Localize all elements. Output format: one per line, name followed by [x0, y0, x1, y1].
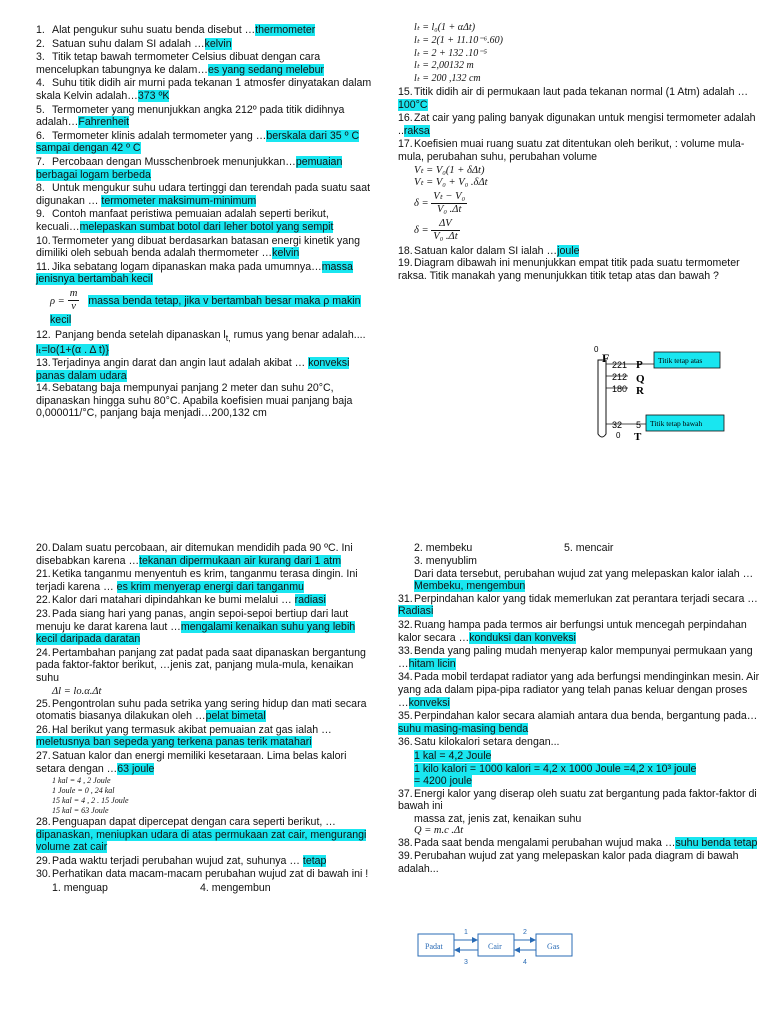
- question-38: 38.Pada saat benda mengalami perubahan wujud maka …suhu benda tetap: [398, 837, 758, 850]
- arrow-label-3: 3: [464, 959, 468, 966]
- question-12: 12. Panjang benda setelah dipanaskan $l_{t,}$ rumus yang benar adalah.... lₜ=lo(1+(α . Δ t)}: [36, 328, 366, 357]
- question-number: 34.: [398, 671, 413, 684]
- question-item: [398, 645, 760, 670]
- question-text: Dalam suatu percobaan, air ditemukan mendidih pada 90 ºC. Ini disebabkan karena …: [36, 542, 353, 567]
- question-item: [398, 86, 760, 111]
- question-item: [36, 156, 372, 181]
- question-item: [398, 710, 760, 735]
- answer-highlight: melepaskan sumbat botol dari leher botol yang sempit: [79, 220, 334, 233]
- question-number: 17.: [398, 138, 413, 151]
- question-number: 28.: [36, 816, 51, 829]
- q17-working: Vₜ = V₀(1 + δΔt) Vₜ = V₀ + V₀ .δΔt δ = $\frac{\text{Vₜ − V₀}}{\text{V₀ .Δt}}$ δ = $\frac{\Delta V}{\text{V₀ .Δt}}$: [414, 164, 488, 242]
- top-right-column: [398, 22, 760, 282]
- question-item: [36, 816, 372, 854]
- answer-highlight: termometer maksimum-minimum: [101, 194, 257, 207]
- question-number: 32.: [398, 618, 413, 631]
- question-item: [36, 698, 372, 723]
- question-number: 29.: [36, 854, 51, 867]
- answer-highlight: Fahrenheit: [78, 116, 130, 129]
- q11-fraction: $\frac{m}{v}$: [69, 287, 78, 313]
- question-number: 23.: [36, 607, 51, 620]
- bottom-left-column: [36, 542, 372, 895]
- q27-working: 1 kal = 4 , 2 Joule 1 Joule = 0 , 24 kal 15 kal = 4 , 2 . 15 Joule 15 kal = 63 Joule: [52, 776, 129, 816]
- question-item: [36, 542, 372, 567]
- question-text: Jika sebatang logam dipanaskan maka pada umumnya…: [52, 260, 322, 273]
- question-number: 9.: [36, 208, 45, 221]
- question-number: 36.: [398, 736, 413, 749]
- question-item: [36, 235, 372, 260]
- answer-highlight: dipanaskan, meniupkan udara di atas permukaan zat cair, mengurangi volume zat cair: [36, 828, 367, 854]
- answer-highlight: 63 joule: [117, 762, 155, 775]
- question-number: 22.: [36, 594, 51, 607]
- question-item: [398, 671, 760, 709]
- arrow-label-1: 1: [464, 929, 468, 936]
- question-item: [36, 594, 372, 607]
- question-text: Pertambahan panjang zat padat pada saat dipanaskan bergantung pada faktor-faktor berikut, …jenis zat, panjang mula-mula, kenaikan suhu: [36, 646, 366, 684]
- q30-answer: Membeku, mengembun: [414, 580, 526, 593]
- question-number: 33.: [398, 645, 413, 658]
- q30-option-2: 2. membeku: [414, 542, 473, 554]
- question-text: Suhu titik didih air murni pada tekanan 1 atmosfer dinyatakan dalam skala Kelvin adalah…: [36, 77, 372, 102]
- question-number: 7.: [36, 155, 45, 168]
- question-number: 20.: [36, 542, 51, 554]
- question-text: Satu kilokalori setara dengan...: [414, 736, 560, 749]
- answer-highlight: meletusnya ban sepeda yang terkena panas terik matahari: [36, 736, 312, 749]
- question-number: 6.: [36, 129, 45, 142]
- tick-label-5: 5: [636, 420, 642, 430]
- question-text: Koefisien muai ruang suatu zat ditentukan oleh berikut, : volume mula-mula, perubahan suhu, perubahan volume: [398, 138, 745, 163]
- question-number: 2.: [36, 37, 45, 50]
- bottom-right-column: [398, 542, 760, 875]
- upper-fixed-point-label: Titik tetap atas: [658, 356, 703, 365]
- tick-label-212: 212: [612, 372, 628, 382]
- answer-highlight: Radiasi: [398, 605, 434, 618]
- question-item: [398, 112, 760, 137]
- question-number: 21.: [36, 568, 51, 581]
- question-text: Termometer klinis adalah termometer yang …: [52, 129, 267, 142]
- question-text: Pengontrolan suhu pada setrika yang sering hidup dan mati secara otomatis biasanya dilakukan oleh …: [36, 697, 367, 723]
- answer-highlight: berskala dari 35 º C sampai dengan 42 º C: [36, 129, 360, 155]
- answer-highlight: suhu masing-masing benda: [398, 722, 529, 735]
- question-text: Kalor dari matahari dipindahkan ke bumi melalui …: [52, 594, 295, 607]
- question-text: Termometer yang menunjukkan angka 212º pada titik didihnya adalah…: [36, 103, 345, 129]
- question-item: [36, 77, 372, 102]
- question-item: [36, 261, 372, 286]
- question-text: Hal berikut yang termasuk akibat pemuaian zat gas ialah …: [52, 723, 332, 736]
- q30-conclusion: Dari data tersebut, perubahan wujud zat yang melepaskan kalor ialah …Membeku, mengembun: [414, 567, 754, 593]
- question-number: 26.: [36, 723, 51, 736]
- question-19: 19.Diagram dibawah ini menunjukkan empat titik pada suatu termometer raksa. Titik manakah yang menunjukkan titik tetap atas dan bawah ?: [398, 257, 740, 282]
- question-number: 25.: [36, 697, 51, 710]
- question-text: Alat pengukur suhu suatu benda disebut …: [52, 24, 256, 36]
- q30-options-row: [52, 882, 372, 895]
- question-number: 16.: [398, 112, 413, 125]
- q18-answer: joule: [557, 244, 580, 257]
- q24-formula: Δl = lo.α.Δt: [52, 685, 102, 697]
- question-list-31-36: [398, 593, 760, 749]
- scale-f-label: F: [602, 351, 610, 365]
- solid-label: Padat: [425, 942, 443, 951]
- question-item: [36, 51, 372, 76]
- question-number: 15.: [398, 85, 413, 98]
- point-r-label: R: [636, 385, 644, 397]
- q12-answer: lₜ=lo(1+(α . Δ t)}: [36, 344, 109, 357]
- question-13: 13.Terjadinya angin darat dan angin laut adalah akibat … konveksi panas dalam udara: [36, 356, 350, 382]
- question-text: Percobaan dengan Musschenbroek menunjukkan…: [52, 155, 296, 168]
- question-number: 27.: [36, 749, 51, 762]
- answer-highlight: pemuaian berbagai logam berbeda: [36, 155, 343, 181]
- gas-label: Gas: [547, 942, 560, 951]
- question-text: Titik didih air di permukaan laut pada tekanan normal (1 Atm) adalah …: [414, 85, 749, 98]
- question-number: 4.: [36, 77, 45, 90]
- question-item: [398, 138, 760, 163]
- question-item: [36, 750, 372, 775]
- question-text: Ruang hampa pada termos air berfungsi untuk mencegah perpindahan kalor secara …: [398, 618, 747, 644]
- question-text: Perpindahan kalor yang tidak memerlukan zat perantara terjadi secara …: [414, 592, 758, 605]
- answer-highlight: raksa: [403, 124, 430, 137]
- question-item: [36, 608, 372, 646]
- question-text: Zat cair yang paling banyak digunakan untuk mengisi termometer adalah ..: [398, 112, 756, 137]
- answer-highlight: kelvin: [272, 247, 300, 260]
- q30-option-4: 4. mengembun: [200, 882, 271, 895]
- question-number: 11.: [36, 260, 50, 273]
- answer-highlight: es yang sedang melebur: [207, 63, 324, 76]
- question-number: 5.: [36, 103, 45, 116]
- q30-option-5: 5. mencair: [564, 542, 614, 554]
- question-number: 30.: [36, 868, 51, 881]
- question-item: [36, 855, 372, 868]
- question-item: [36, 868, 372, 881]
- question-text: Satuan suhu dalam SI adalah …: [52, 37, 205, 50]
- question-39: 39.Perubahan wujud zat yang melepaskan kalor pada diagram di bawah adalah...: [398, 850, 739, 875]
- question-list-28-30: [36, 816, 372, 881]
- point-t-label: T: [634, 431, 642, 442]
- question-item: [36, 24, 372, 37]
- thermometer-tube: [598, 360, 606, 437]
- question-number: 1.: [36, 24, 45, 36]
- question-37: 37.Energi kalor yang diserap oleh suatu zat bergantung pada faktor-faktor di bawah ini massa zat, jenis zat, kenaikan suhu Q = m.c .Δt: [398, 787, 757, 837]
- question-text: Benda yang paling mudah menyerap kalor mempunyai permukaan yang …: [398, 645, 753, 670]
- question-14: 14.Sebatang baja mempunyai panjang 2 meter dan suhu 20°C, dipanaskan hingga suhu 80°C. Apabila koefisien muai panjang baja 0,000011/°C, panjang baja menjadi…200,132 cm: [36, 382, 353, 420]
- question-list-1-11: [36, 24, 372, 286]
- question-text: Titik tetap bawah termometer Celsius dibuat dengan cara mencelupkan tabungnya ke dalam…: [36, 51, 321, 76]
- question-item: [36, 130, 372, 155]
- question-text: Perhatikan data macam-macam perubahan wujud zat di bawah ini !: [52, 868, 369, 881]
- question-list-25-27: [36, 698, 372, 776]
- question-text: Pada siang hari yang panas, angin sepoi-sepoi bertiup dari laut menuju ke darat karena laut …: [36, 607, 349, 633]
- answer-highlight: radiasi: [294, 594, 326, 607]
- point-p-label: P: [636, 359, 643, 371]
- answer-highlight: kelvin: [204, 37, 232, 50]
- arrow-label-2: 2: [523, 929, 527, 936]
- question-item: [398, 619, 760, 644]
- q30-option-1: 1. menguap: [52, 882, 108, 895]
- q30-options-row-2: [414, 542, 760, 555]
- question-text: Satuan kalor dan energi memiliki kesetaraan. Lima belas kalori setara dengan …: [36, 749, 347, 775]
- point-q-label: Q: [636, 373, 645, 385]
- question-item: [398, 593, 760, 618]
- question-number: 8.: [36, 182, 45, 195]
- answer-highlight: hitam licin: [408, 657, 456, 670]
- answer-highlight: es krim menyerap energi dari tanganmu: [116, 580, 304, 593]
- question-item: [36, 568, 372, 593]
- q36-working: 1 kal = 4,2 Joule 1 kilo kalori = 1000 kalori = 4,2 x 1000 Joule =4,2 x 10³ joule = 4200 joule: [414, 749, 697, 788]
- question-item: [36, 38, 372, 51]
- answer-highlight: thermometer: [255, 24, 316, 36]
- q13-answer: konveksi panas dalam udara: [36, 356, 350, 382]
- q30-option-3: 3. menyublim: [414, 555, 477, 567]
- q11-extra-answer: massa benda tetap, jika v bertambah besar maka ρ makin kecil: [50, 294, 361, 327]
- answer-highlight: 100°C: [398, 98, 428, 111]
- tick-label-221: 221: [612, 360, 628, 370]
- lower-fixed-point-label: Titik tetap bawah: [650, 419, 703, 428]
- answer-highlight: mengalami kenaikan suhu yang lebih kecil daripada daratan: [36, 620, 356, 646]
- question-text: Ketika tanganmu menyentuh es krim, tanganmu terasa dingin. Ini terjadi karena …: [36, 568, 358, 593]
- question-list-20-24: [36, 542, 372, 685]
- tick-label-0: 0: [616, 431, 621, 440]
- answer-highlight: konveksi: [408, 696, 450, 709]
- question-item: [36, 647, 372, 685]
- question-text: Penguapan dapat dipercepat dengan cara seperti berikut, …: [52, 816, 336, 829]
- answer-highlight: konduksi dan konveksi: [469, 631, 576, 644]
- question-item: [398, 736, 760, 749]
- arrow-label-4: 4: [523, 959, 527, 966]
- answer-highlight: pelat bimetal: [205, 710, 266, 723]
- question-item: [36, 724, 372, 749]
- question-text: Pada waktu terjadi perubahan wujud zat, suhunya …: [52, 854, 303, 867]
- question-text: Perpindahan kalor secara alamiah antara dua benda, bergantung pada…: [414, 710, 758, 723]
- question-18: 18.Satuan kalor dalam SI ialah …joule: [398, 244, 580, 257]
- answer-highlight: 373 ºK: [137, 89, 170, 102]
- q14-working: lₜ = l₀(1 + αΔt) lₜ = 2(1 + 11.10⁻⁶.60) lₜ = 2 + 132 .10⁻⁵ lₜ = 2,00132 m lₜ = 200 ,132 cm: [414, 22, 503, 85]
- tick-label-32: 32: [612, 420, 623, 430]
- tick-label-180: 180: [612, 384, 628, 394]
- question-number: 3.: [36, 51, 45, 64]
- question-item: [36, 104, 372, 129]
- question-text: Contoh manfaat peristiwa pemuaian adalah seperti berikut, kecuali…: [36, 208, 329, 233]
- top-left-column: [36, 24, 372, 420]
- question-number: 10.: [36, 234, 51, 247]
- question-text: Pada mobil terdapat radiator yang ada berfungsi mendinginkan mesin. Air yang ada dalam pipa-pipa radiator yang telah panas keluar dengan proses …: [398, 671, 760, 709]
- thermometer-diagram: [588, 342, 738, 442]
- liquid-label: Cair: [488, 942, 502, 951]
- q11-formula: ρ = $\frac{m}{v}$ massa benda tetap, jika v bertambah besar maka ρ makin kecil: [50, 287, 361, 327]
- degree-label: 0: [594, 345, 599, 354]
- answer-highlight: massa jenisnya bertambah kecil: [36, 260, 353, 286]
- question-number: 35.: [398, 710, 413, 723]
- answer-highlight: tekanan dipermukaan air kurang dari 1 atm: [139, 554, 342, 567]
- answer-highlight: tetap: [302, 854, 327, 867]
- question-number: 31.: [398, 592, 413, 605]
- q38-answer: suhu benda tetap: [675, 837, 758, 850]
- question-text: Untuk mengukur suhu udara tertinggi dan terendah pada suatu saat digunakan …: [36, 182, 371, 207]
- question-item: [36, 182, 372, 207]
- question-list-15-17: [398, 86, 760, 164]
- question-number: 24.: [36, 646, 51, 659]
- question-item: [36, 208, 372, 233]
- question-text: Termometer yang dibuat berdasarkan batasan energi kinetik yang dimiliki oleh sebuah benda adalah thermometer …: [36, 234, 360, 260]
- phase-change-diagram: [416, 926, 576, 966]
